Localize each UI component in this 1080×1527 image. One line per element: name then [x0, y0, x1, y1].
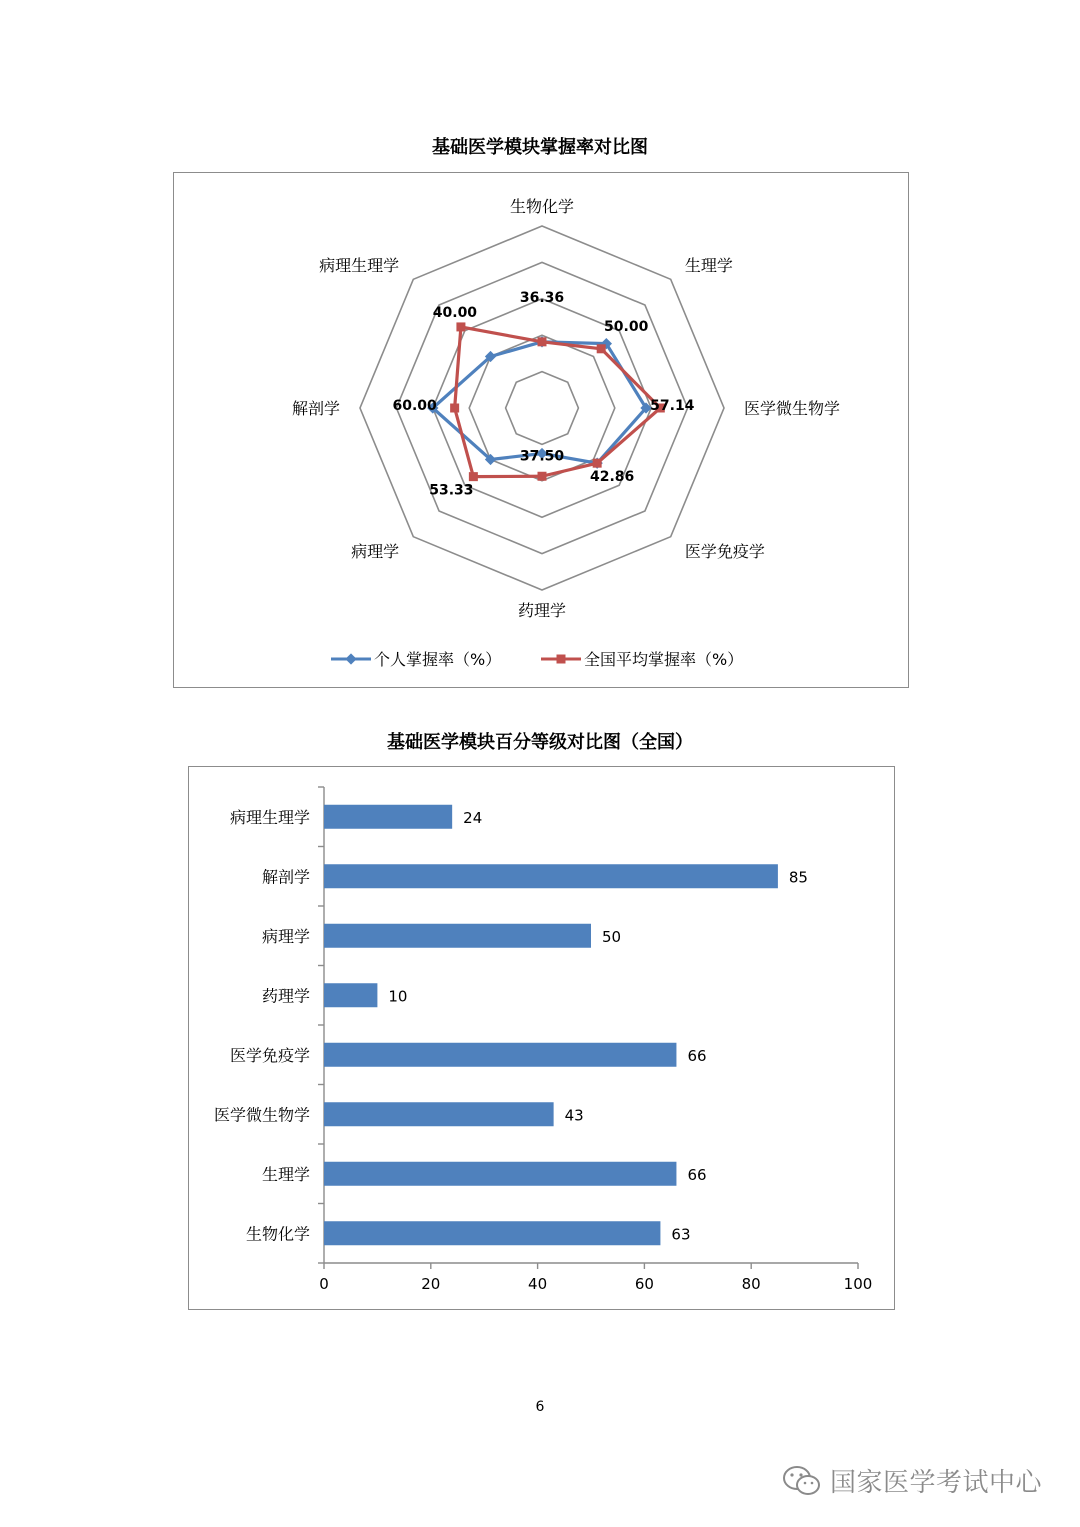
- legend-label: 全国平均掌握率（%）: [584, 650, 744, 669]
- bar: [324, 983, 377, 1007]
- radar-axis-label: 病理生理学: [319, 256, 400, 276]
- watermark-text: 国家医学考试中心: [830, 1468, 1043, 1498]
- bar-x-tick-label: 100: [843, 1275, 873, 1293]
- radar-data-label: 36.36: [519, 289, 565, 306]
- bar-category-label: 病理学: [261, 926, 310, 946]
- bar-category-label: 药理学: [261, 986, 310, 1006]
- bar-category-label: 生物化学: [245, 1224, 310, 1244]
- radar-chart-title: 基础医学模块掌握率对比图: [432, 137, 648, 158]
- radar-data-label: 40.00: [432, 304, 478, 321]
- bar: [324, 864, 778, 888]
- bar-value-label: 63: [671, 1225, 691, 1244]
- bar-x-tick-label: 20: [421, 1275, 441, 1293]
- bar-chart-frame: [188, 766, 895, 1310]
- radar-data-label: 60.00: [392, 398, 437, 414]
- radar-grid-ring: [506, 372, 579, 445]
- radar-point: [538, 337, 547, 346]
- radar-chart-frame: [173, 172, 909, 688]
- radar-axis-label: 生理学: [684, 256, 733, 276]
- bar-category-label: 医学免疫学: [229, 1045, 310, 1065]
- bar-value-label: 10: [388, 987, 408, 1006]
- wechat-icon: [782, 1464, 822, 1498]
- bar: [324, 1102, 554, 1126]
- radar-point: [538, 472, 547, 481]
- bar-chart-title: 基础医学模块百分等级对比图（全国）: [387, 732, 693, 753]
- bar-chart: [189, 767, 893, 1308]
- bar-category-label: 病理生理学: [229, 807, 310, 827]
- radar-axis-label: 解剖学: [291, 399, 340, 418]
- bar-x-tick-label: 40: [528, 1275, 548, 1293]
- bar: [324, 1043, 676, 1067]
- legend-marker: [557, 655, 566, 664]
- radar-point: [469, 472, 478, 481]
- radar-point: [450, 404, 459, 413]
- radar-axis-label: 生物化学: [509, 197, 575, 216]
- bar-value-label: 50: [602, 927, 622, 946]
- watermark: [782, 1462, 1042, 1499]
- legend-marker: [345, 653, 356, 664]
- bar: [324, 924, 591, 948]
- bar-value-label: 24: [463, 808, 483, 827]
- radar-chart: [174, 173, 907, 686]
- radar-data-label: 42.86: [590, 469, 635, 486]
- radar-axis-label: 医学微生物学: [744, 399, 841, 418]
- bar-value-label: 66: [687, 1165, 707, 1184]
- bar-category-label: 生理学: [261, 1164, 310, 1184]
- bar-category-label: 解剖学: [261, 867, 310, 887]
- radar-axis-label: 医学免疫学: [684, 541, 765, 561]
- bar-category-label: 医学微生物学: [213, 1105, 310, 1125]
- radar-point: [597, 344, 606, 353]
- legend-label: 个人掌握率（%）: [374, 650, 502, 669]
- bar: [324, 1221, 660, 1245]
- radar-point: [593, 459, 602, 468]
- radar-data-label: 50.00: [604, 318, 649, 335]
- radar-axis-label: 病理学: [351, 541, 400, 561]
- radar-data-label: 37.50: [519, 448, 565, 465]
- bar-value-label: 43: [564, 1106, 584, 1125]
- radar-point: [456, 322, 465, 331]
- page-number: 6: [535, 1399, 545, 1415]
- radar-data-label: 53.33: [429, 482, 474, 499]
- bar-value-label: 85: [788, 868, 808, 887]
- bar: [324, 1162, 676, 1186]
- radar-data-label: 57.14: [650, 398, 695, 414]
- bar-x-tick-label: 60: [634, 1275, 654, 1293]
- bar: [324, 805, 452, 829]
- bar-x-tick-label: 80: [741, 1275, 761, 1293]
- bar-value-label: 66: [687, 1046, 707, 1065]
- bar-x-tick-label: 0: [319, 1275, 329, 1293]
- radar-axis-label: 药理学: [517, 601, 567, 620]
